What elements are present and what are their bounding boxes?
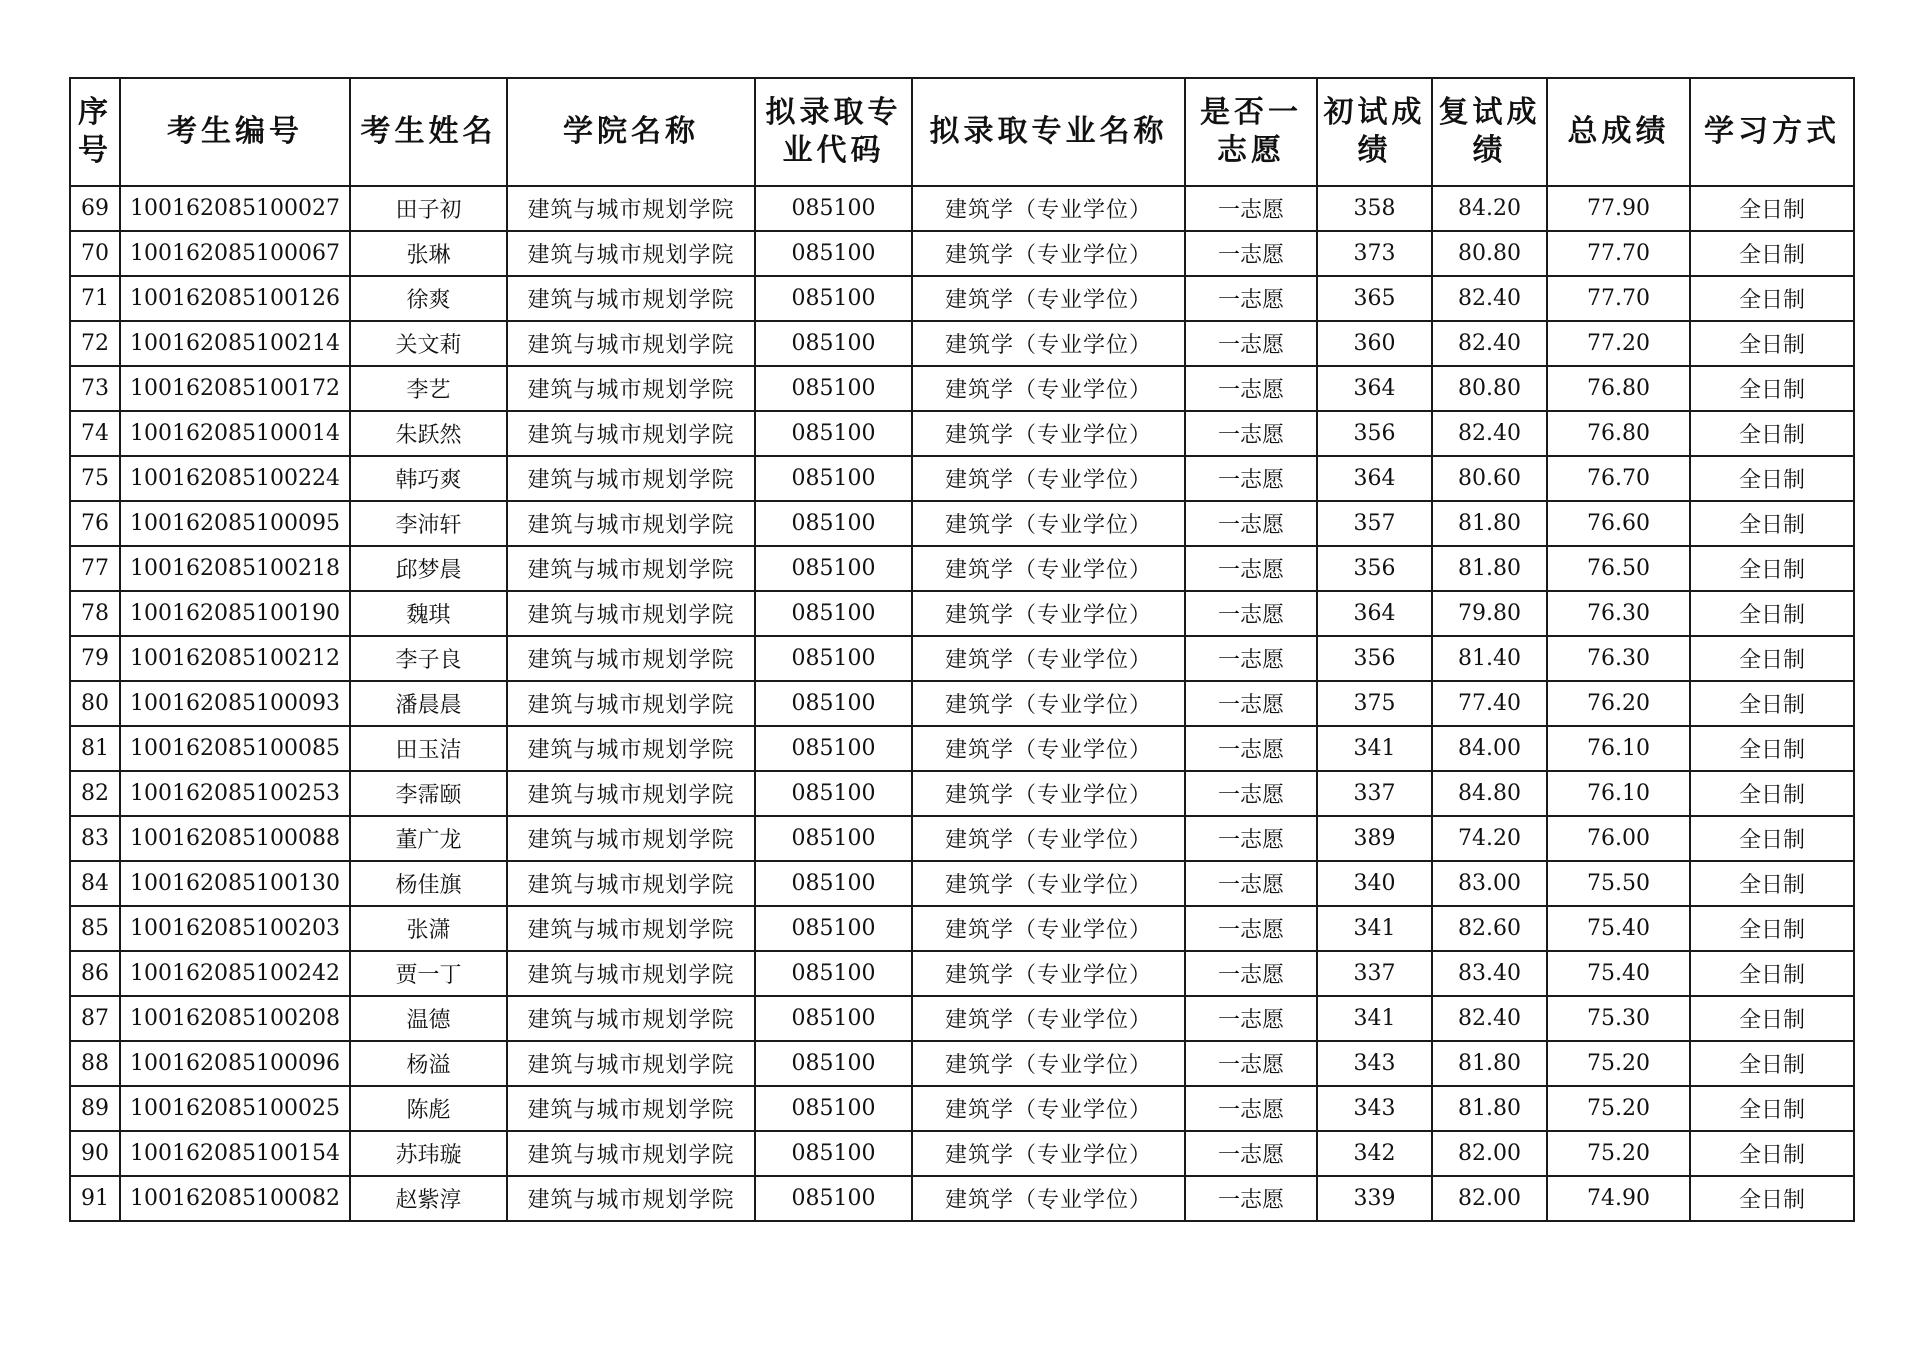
first-choice-cell: 一志愿 (1185, 231, 1317, 276)
prelim-score-cell: 343 (1317, 1041, 1432, 1086)
retest-score-cell: 81.40 (1432, 636, 1547, 681)
major-code-cell: 085100 (755, 591, 912, 636)
table-row (70, 186, 1854, 231)
study-mode-cell: 全日制 (1690, 186, 1854, 231)
first-choice-cell: 一志愿 (1185, 321, 1317, 366)
school-cell: 建筑与城市规划学院 (507, 366, 755, 411)
total-score-cell: 77.70 (1547, 231, 1690, 276)
retest-score-cell: 74.20 (1432, 816, 1547, 861)
table-row (70, 366, 1854, 411)
candidate-id-cell: 100162085100095 (120, 501, 350, 546)
study-mode-cell: 全日制 (1690, 636, 1854, 681)
candidate-id-cell: 100162085100218 (120, 546, 350, 591)
table-row (70, 816, 1854, 861)
candidate-name-cell: 杨佳旗 (350, 861, 507, 906)
candidate-id-cell: 100162085100067 (120, 231, 350, 276)
total-score-cell: 75.40 (1547, 906, 1690, 951)
candidate-name-cell: 赵紫淳 (350, 1176, 507, 1221)
first-choice-cell: 一志愿 (1185, 771, 1317, 816)
total-score-cell: 76.50 (1547, 546, 1690, 591)
candidate-id-cell: 100162085100025 (120, 1086, 350, 1131)
major-name-cell: 建筑学（专业学位） (912, 1176, 1185, 1221)
major-code-cell: 085100 (755, 636, 912, 681)
major-name-cell: 建筑学（专业学位） (912, 231, 1185, 276)
table-row (70, 906, 1854, 951)
major-name-cell: 建筑学（专业学位） (912, 411, 1185, 456)
candidate-name-cell: 关文莉 (350, 321, 507, 366)
study-mode-cell: 全日制 (1690, 771, 1854, 816)
prelim-score-cell: 356 (1317, 546, 1432, 591)
retest-score-cell: 77.40 (1432, 681, 1547, 726)
retest-score-cell: 83.00 (1432, 861, 1547, 906)
total-score-cell: 76.80 (1547, 411, 1690, 456)
seq-cell: 76 (70, 501, 120, 546)
study-mode-cell: 全日制 (1690, 1131, 1854, 1176)
retest-score-cell: 80.60 (1432, 456, 1547, 501)
major-code-cell: 085100 (755, 951, 912, 996)
candidate-name-cell: 贾一丁 (350, 951, 507, 996)
seq-cell: 86 (70, 951, 120, 996)
study-mode-cell: 全日制 (1690, 816, 1854, 861)
total-score-cell: 75.30 (1547, 996, 1690, 1041)
prelim-score-cell: 337 (1317, 951, 1432, 996)
retest-score-cell: 82.40 (1432, 276, 1547, 321)
study-mode-cell: 全日制 (1690, 366, 1854, 411)
table-row (70, 1086, 1854, 1131)
candidate-id-cell: 100162085100096 (120, 1041, 350, 1086)
table-row (70, 681, 1854, 726)
study-mode-cell: 全日制 (1690, 411, 1854, 456)
school-cell: 建筑与城市规划学院 (507, 186, 755, 231)
total-score-cell: 76.10 (1547, 771, 1690, 816)
candidate-name-cell: 张琳 (350, 231, 507, 276)
header-prelim-score: 初试成绩 (1317, 78, 1432, 186)
candidate-name-cell: 魏琪 (350, 591, 507, 636)
major-code-cell: 085100 (755, 546, 912, 591)
total-score-cell: 75.40 (1547, 951, 1690, 996)
major-code-cell: 085100 (755, 456, 912, 501)
candidate-name-cell: 田玉洁 (350, 726, 507, 771)
seq-cell: 89 (70, 1086, 120, 1131)
retest-score-cell: 79.80 (1432, 591, 1547, 636)
major-code-cell: 085100 (755, 411, 912, 456)
seq-cell: 69 (70, 186, 120, 231)
retest-score-cell: 81.80 (1432, 1041, 1547, 1086)
school-cell: 建筑与城市规划学院 (507, 276, 755, 321)
first-choice-cell: 一志愿 (1185, 1131, 1317, 1176)
header-school: 学院名称 (507, 78, 755, 186)
table-row (70, 996, 1854, 1041)
study-mode-cell: 全日制 (1690, 591, 1854, 636)
prelim-score-cell: 341 (1317, 726, 1432, 771)
seq-cell: 72 (70, 321, 120, 366)
first-choice-cell: 一志愿 (1185, 1176, 1317, 1221)
major-name-cell: 建筑学（专业学位） (912, 456, 1185, 501)
total-score-cell: 76.60 (1547, 501, 1690, 546)
major-code-cell: 085100 (755, 816, 912, 861)
first-choice-cell: 一志愿 (1185, 816, 1317, 861)
first-choice-cell: 一志愿 (1185, 456, 1317, 501)
major-code-cell: 085100 (755, 1086, 912, 1131)
total-score-cell: 76.00 (1547, 816, 1690, 861)
major-name-cell: 建筑学（专业学位） (912, 636, 1185, 681)
major-code-cell: 085100 (755, 726, 912, 771)
seq-cell: 91 (70, 1176, 120, 1221)
retest-score-cell: 81.80 (1432, 546, 1547, 591)
retest-score-cell: 84.20 (1432, 186, 1547, 231)
major-code-cell: 085100 (755, 366, 912, 411)
candidate-id-cell: 100162085100172 (120, 366, 350, 411)
school-cell: 建筑与城市规划学院 (507, 726, 755, 771)
study-mode-cell: 全日制 (1690, 951, 1854, 996)
first-choice-cell: 一志愿 (1185, 546, 1317, 591)
major-name-cell: 建筑学（专业学位） (912, 681, 1185, 726)
first-choice-cell: 一志愿 (1185, 591, 1317, 636)
table-row (70, 1131, 1854, 1176)
first-choice-cell: 一志愿 (1185, 996, 1317, 1041)
admission-table (69, 77, 1855, 1222)
major-name-cell: 建筑学（专业学位） (912, 186, 1185, 231)
header-major-name: 拟录取专业名称 (912, 78, 1185, 186)
candidate-id-cell: 100162085100082 (120, 1176, 350, 1221)
major-code-cell: 085100 (755, 276, 912, 321)
school-cell: 建筑与城市规划学院 (507, 906, 755, 951)
candidate-name-cell: 李艺 (350, 366, 507, 411)
candidate-name-cell: 朱跃然 (350, 411, 507, 456)
candidate-id-cell: 100162085100190 (120, 591, 350, 636)
total-score-cell: 75.20 (1547, 1086, 1690, 1131)
school-cell: 建筑与城市规划学院 (507, 1086, 755, 1131)
header-candidate-id: 考生编号 (120, 78, 350, 186)
seq-cell: 70 (70, 231, 120, 276)
table-row (70, 456, 1854, 501)
header-total-score: 总成绩 (1547, 78, 1690, 186)
retest-score-cell: 82.40 (1432, 411, 1547, 456)
prelim-score-cell: 389 (1317, 816, 1432, 861)
header-row (70, 78, 1854, 186)
candidate-id-cell: 100162085100214 (120, 321, 350, 366)
school-cell: 建筑与城市规划学院 (507, 231, 755, 276)
candidate-id-cell: 100162085100208 (120, 996, 350, 1041)
prelim-score-cell: 358 (1317, 186, 1432, 231)
candidate-name-cell: 李沛轩 (350, 501, 507, 546)
school-cell: 建筑与城市规划学院 (507, 411, 755, 456)
prelim-score-cell: 339 (1317, 1176, 1432, 1221)
school-cell: 建筑与城市规划学院 (507, 501, 755, 546)
seq-cell: 78 (70, 591, 120, 636)
school-cell: 建筑与城市规划学院 (507, 996, 755, 1041)
candidate-id-cell: 100162085100203 (120, 906, 350, 951)
candidate-name-cell: 苏玮璇 (350, 1131, 507, 1176)
prelim-score-cell: 364 (1317, 456, 1432, 501)
retest-score-cell: 84.00 (1432, 726, 1547, 771)
first-choice-cell: 一志愿 (1185, 411, 1317, 456)
retest-score-cell: 82.40 (1432, 321, 1547, 366)
table-row (70, 276, 1854, 321)
prelim-score-cell: 356 (1317, 636, 1432, 681)
major-name-cell: 建筑学（专业学位） (912, 276, 1185, 321)
first-choice-cell: 一志愿 (1185, 186, 1317, 231)
total-score-cell: 74.90 (1547, 1176, 1690, 1221)
total-score-cell: 76.20 (1547, 681, 1690, 726)
total-score-cell: 76.30 (1547, 591, 1690, 636)
table-row (70, 501, 1854, 546)
retest-score-cell: 81.80 (1432, 1086, 1547, 1131)
prelim-score-cell: 365 (1317, 276, 1432, 321)
candidate-name-cell: 张潇 (350, 906, 507, 951)
seq-cell: 85 (70, 906, 120, 951)
first-choice-cell: 一志愿 (1185, 501, 1317, 546)
retest-score-cell: 82.00 (1432, 1131, 1547, 1176)
study-mode-cell: 全日制 (1690, 681, 1854, 726)
candidate-name-cell: 邱梦晨 (350, 546, 507, 591)
prelim-score-cell: 343 (1317, 1086, 1432, 1131)
retest-score-cell: 80.80 (1432, 366, 1547, 411)
first-choice-cell: 一志愿 (1185, 861, 1317, 906)
header-seq: 序号 (70, 78, 120, 186)
header-retest-score: 复试成绩 (1432, 78, 1547, 186)
major-name-cell: 建筑学（专业学位） (912, 771, 1185, 816)
candidate-name-cell: 潘晨晨 (350, 681, 507, 726)
candidate-name-cell: 陈彪 (350, 1086, 507, 1131)
candidate-id-cell: 100162085100212 (120, 636, 350, 681)
candidate-id-cell: 100162085100253 (120, 771, 350, 816)
major-code-cell: 085100 (755, 906, 912, 951)
total-score-cell: 76.30 (1547, 636, 1690, 681)
candidate-id-cell: 100162085100130 (120, 861, 350, 906)
table-row (70, 1176, 1854, 1221)
candidate-name-cell: 韩巧爽 (350, 456, 507, 501)
prelim-score-cell: 340 (1317, 861, 1432, 906)
study-mode-cell: 全日制 (1690, 276, 1854, 321)
study-mode-cell: 全日制 (1690, 1086, 1854, 1131)
prelim-score-cell: 375 (1317, 681, 1432, 726)
retest-score-cell: 82.60 (1432, 906, 1547, 951)
first-choice-cell: 一志愿 (1185, 681, 1317, 726)
candidate-name-cell: 李子良 (350, 636, 507, 681)
table-body (70, 186, 1854, 1221)
first-choice-cell: 一志愿 (1185, 1086, 1317, 1131)
major-code-cell: 085100 (755, 1041, 912, 1086)
school-cell: 建筑与城市规划学院 (507, 861, 755, 906)
retest-score-cell: 82.40 (1432, 996, 1547, 1041)
table-row (70, 951, 1854, 996)
prelim-score-cell: 337 (1317, 771, 1432, 816)
candidate-id-cell: 100162085100154 (120, 1131, 350, 1176)
candidate-id-cell: 100162085100085 (120, 726, 350, 771)
candidate-name-cell: 李霈颐 (350, 771, 507, 816)
table-row (70, 321, 1854, 366)
table-row (70, 771, 1854, 816)
prelim-score-cell: 360 (1317, 321, 1432, 366)
study-mode-cell: 全日制 (1690, 996, 1854, 1041)
seq-cell: 73 (70, 366, 120, 411)
major-code-cell: 085100 (755, 1176, 912, 1221)
first-choice-cell: 一志愿 (1185, 276, 1317, 321)
seq-cell: 77 (70, 546, 120, 591)
table-row (70, 726, 1854, 771)
major-name-cell: 建筑学（专业学位） (912, 996, 1185, 1041)
header-candidate-name: 考生姓名 (350, 78, 507, 186)
major-name-cell: 建筑学（专业学位） (912, 546, 1185, 591)
seq-cell: 80 (70, 681, 120, 726)
seq-cell: 90 (70, 1131, 120, 1176)
major-name-cell: 建筑学（专业学位） (912, 906, 1185, 951)
major-name-cell: 建筑学（专业学位） (912, 816, 1185, 861)
school-cell: 建筑与城市规划学院 (507, 456, 755, 501)
total-score-cell: 75.20 (1547, 1041, 1690, 1086)
study-mode-cell: 全日制 (1690, 456, 1854, 501)
total-score-cell: 75.20 (1547, 1131, 1690, 1176)
candidate-name-cell: 董广龙 (350, 816, 507, 861)
major-name-cell: 建筑学（专业学位） (912, 1131, 1185, 1176)
prelim-score-cell: 342 (1317, 1131, 1432, 1176)
major-code-cell: 085100 (755, 861, 912, 906)
candidate-id-cell: 100162085100242 (120, 951, 350, 996)
retest-score-cell: 81.80 (1432, 501, 1547, 546)
study-mode-cell: 全日制 (1690, 1176, 1854, 1221)
major-code-cell: 085100 (755, 186, 912, 231)
seq-cell: 74 (70, 411, 120, 456)
major-name-cell: 建筑学（专业学位） (912, 366, 1185, 411)
major-code-cell: 085100 (755, 1131, 912, 1176)
major-name-cell: 建筑学（专业学位） (912, 1041, 1185, 1086)
prelim-score-cell: 341 (1317, 906, 1432, 951)
retest-score-cell: 80.80 (1432, 231, 1547, 276)
study-mode-cell: 全日制 (1690, 546, 1854, 591)
school-cell: 建筑与城市规划学院 (507, 1041, 755, 1086)
table-row (70, 546, 1854, 591)
study-mode-cell: 全日制 (1690, 1041, 1854, 1086)
total-score-cell: 76.80 (1547, 366, 1690, 411)
school-cell: 建筑与城市规划学院 (507, 1131, 755, 1176)
prelim-score-cell: 364 (1317, 591, 1432, 636)
seq-cell: 87 (70, 996, 120, 1041)
seq-cell: 88 (70, 1041, 120, 1086)
candidate-id-cell: 100162085100088 (120, 816, 350, 861)
school-cell: 建筑与城市规划学院 (507, 951, 755, 996)
major-name-cell: 建筑学（专业学位） (912, 321, 1185, 366)
study-mode-cell: 全日制 (1690, 726, 1854, 771)
seq-cell: 84 (70, 861, 120, 906)
major-name-cell: 建筑学（专业学位） (912, 1086, 1185, 1131)
study-mode-cell: 全日制 (1690, 861, 1854, 906)
seq-cell: 83 (70, 816, 120, 861)
prelim-score-cell: 373 (1317, 231, 1432, 276)
major-code-cell: 085100 (755, 771, 912, 816)
seq-cell: 81 (70, 726, 120, 771)
candidate-id-cell: 100162085100224 (120, 456, 350, 501)
total-score-cell: 76.70 (1547, 456, 1690, 501)
major-name-cell: 建筑学（专业学位） (912, 591, 1185, 636)
first-choice-cell: 一志愿 (1185, 951, 1317, 996)
retest-score-cell: 83.40 (1432, 951, 1547, 996)
seq-cell: 75 (70, 456, 120, 501)
seq-cell: 79 (70, 636, 120, 681)
major-code-cell: 085100 (755, 501, 912, 546)
school-cell: 建筑与城市规划学院 (507, 636, 755, 681)
seq-cell: 71 (70, 276, 120, 321)
prelim-score-cell: 356 (1317, 411, 1432, 456)
retest-score-cell: 84.80 (1432, 771, 1547, 816)
school-cell: 建筑与城市规划学院 (507, 771, 755, 816)
major-code-cell: 085100 (755, 996, 912, 1041)
prelim-score-cell: 341 (1317, 996, 1432, 1041)
table-row (70, 636, 1854, 681)
study-mode-cell: 全日制 (1690, 321, 1854, 366)
seq-cell: 82 (70, 771, 120, 816)
prelim-score-cell: 357 (1317, 501, 1432, 546)
school-cell: 建筑与城市规划学院 (507, 591, 755, 636)
prelim-score-cell: 364 (1317, 366, 1432, 411)
candidate-id-cell: 100162085100093 (120, 681, 350, 726)
first-choice-cell: 一志愿 (1185, 366, 1317, 411)
major-code-cell: 085100 (755, 231, 912, 276)
school-cell: 建筑与城市规划学院 (507, 321, 755, 366)
total-score-cell: 75.50 (1547, 861, 1690, 906)
school-cell: 建筑与城市规划学院 (507, 546, 755, 591)
candidate-name-cell: 杨溢 (350, 1041, 507, 1086)
header-major-code: 拟录取专业代码 (755, 78, 912, 186)
total-score-cell: 77.90 (1547, 186, 1690, 231)
retest-score-cell: 82.00 (1432, 1176, 1547, 1221)
candidate-id-cell: 100162085100014 (120, 411, 350, 456)
major-code-cell: 085100 (755, 681, 912, 726)
total-score-cell: 77.70 (1547, 276, 1690, 321)
table-row (70, 591, 1854, 636)
study-mode-cell: 全日制 (1690, 906, 1854, 951)
school-cell: 建筑与城市规划学院 (507, 1176, 755, 1221)
candidate-id-cell: 100162085100027 (120, 186, 350, 231)
first-choice-cell: 一志愿 (1185, 1041, 1317, 1086)
major-name-cell: 建筑学（专业学位） (912, 501, 1185, 546)
school-cell: 建筑与城市规划学院 (507, 681, 755, 726)
school-cell: 建筑与城市规划学院 (507, 816, 755, 861)
total-score-cell: 77.20 (1547, 321, 1690, 366)
table-row (70, 231, 1854, 276)
candidate-name-cell: 徐爽 (350, 276, 507, 321)
major-name-cell: 建筑学（专业学位） (912, 951, 1185, 996)
candidate-name-cell: 温德 (350, 996, 507, 1041)
table-row (70, 861, 1854, 906)
header-study-mode: 学习方式 (1690, 78, 1854, 186)
first-choice-cell: 一志愿 (1185, 726, 1317, 771)
total-score-cell: 76.10 (1547, 726, 1690, 771)
table-row (70, 411, 1854, 456)
first-choice-cell: 一志愿 (1185, 906, 1317, 951)
header-first-choice: 是否一志愿 (1185, 78, 1317, 186)
admission-list-page (69, 77, 1853, 1222)
table-row (70, 1041, 1854, 1086)
major-name-cell: 建筑学（专业学位） (912, 726, 1185, 771)
candidate-id-cell: 100162085100126 (120, 276, 350, 321)
major-code-cell: 085100 (755, 321, 912, 366)
first-choice-cell: 一志愿 (1185, 636, 1317, 681)
major-name-cell: 建筑学（专业学位） (912, 861, 1185, 906)
study-mode-cell: 全日制 (1690, 501, 1854, 546)
study-mode-cell: 全日制 (1690, 231, 1854, 276)
candidate-name-cell: 田子初 (350, 186, 507, 231)
